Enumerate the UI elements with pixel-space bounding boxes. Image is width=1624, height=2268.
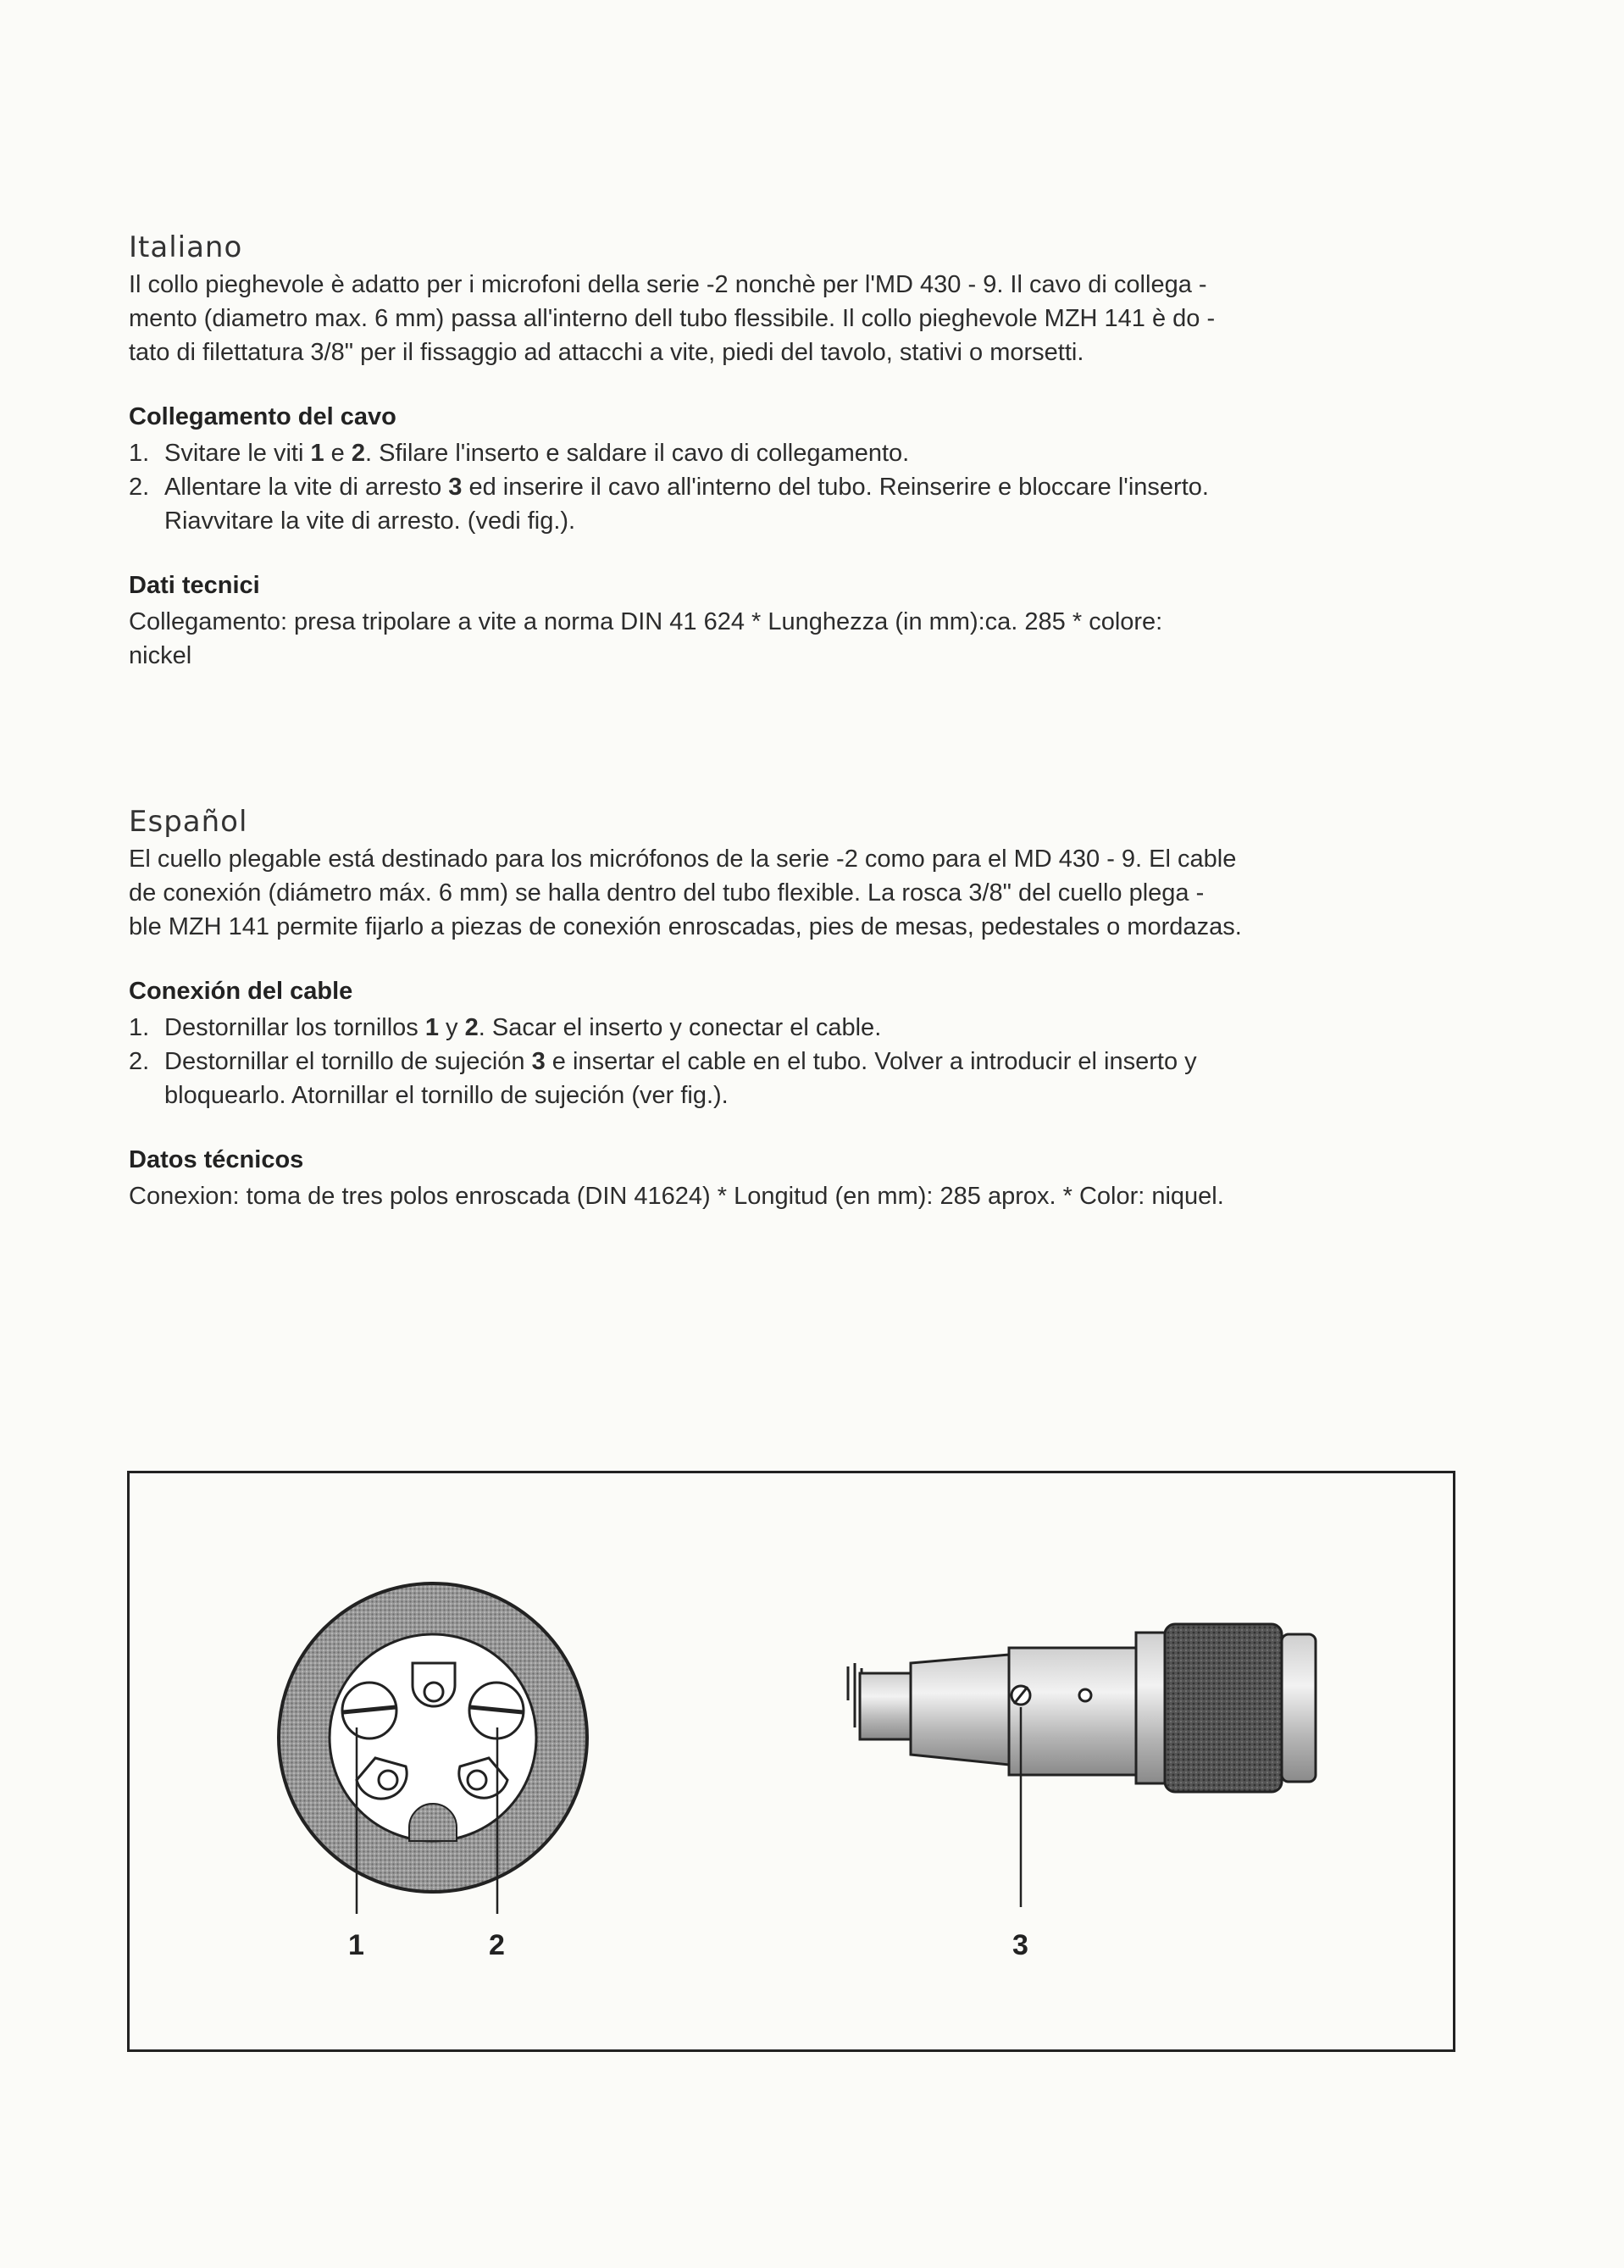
step-item [129,1011,1484,1045]
contact-pin-icon [413,1663,455,1706]
screw-ref: 2 [351,440,365,467]
step-text: e insertar el cable en el tubo. Volver a introducir el inserto y [545,1048,1197,1075]
step-text: Destornillar el tornillo de sujeción [164,1048,532,1075]
callout-label-2: 2 [489,1929,505,1961]
step-text: . Sacar el inserto y conectar el cable. [478,1014,882,1041]
section-espanol [129,805,1484,1213]
subheading-tech: Dati tecnici [129,572,260,599]
step-text: . Sfilare l'inserto e saldare il cavo di collegamento. [364,440,910,467]
step-number: 2. [129,474,150,501]
step-item [129,1045,1484,1112]
subheading-cable: Collegamento del cavo [129,403,396,430]
intro-line: tato di filettatura 3/8" per il fissaggio ad attacchi a vite, piedi del tavolo, stativi o morsetti. [129,339,1084,366]
callout-label-1: 1 [348,1929,364,1961]
section-heading: Italiano [129,230,243,264]
step-text: Destornillar los tornillos [164,1014,425,1041]
section-italiano [129,230,1484,673]
tech-line: Collegamento: presa tripolare a vite a norma DIN 41 624 * Lunghezza (in mm):ca. 285 * colore: [129,608,1163,635]
step-text: Allentare la vite di arresto [164,474,449,501]
step-number: 1. [129,440,150,467]
intro-line: mento (diametro max. 6 mm) passa all'interno dell tubo flessibile. Il collo pieghevole MZH 141 è do - [129,305,1216,332]
step-text: Svitare le viti [164,440,311,467]
callout-label-3: 3 [1012,1929,1028,1961]
step-item [129,470,1484,538]
screw-ref: 3 [448,474,463,501]
socket-face-drawing [279,1583,587,1961]
step-item [129,436,1484,470]
figure-frame [127,1471,1455,2052]
step-number: 1. [129,1014,150,1041]
subheading-tech: Datos técnicos [129,1146,304,1173]
intro-line: Il collo pieghevole è adatto per i microfoni della serie -2 nonchè per l'MD 430 - 9. Il cavo di collega - [129,271,1207,298]
subheading-cable: Conexión del cable [129,978,353,1005]
steps-list [129,436,1484,538]
screw-ref: 1 [310,440,324,467]
intro-line: de conexión (diámetro máx. 6 mm) se halla dentro del tubo flexible. La rosca 3/8" del cuello plega - [129,879,1205,907]
step-text: e [324,440,352,467]
step-number: 2. [129,1048,150,1075]
step-text: ed inserire il cavo all'interno del tubo. Reinserire e bloccare l'inserto. [462,474,1209,501]
rivet-icon [1079,1689,1091,1701]
step-text: y [438,1014,465,1041]
step-text: Riavvitare la vite di arresto. (vedi fig.). [164,507,576,535]
screw-ref: 2 [464,1014,479,1041]
tech-line: Conexion: toma de tres polos enroscada (DIN 41624) * Longitud (en mm): 285 aprox. * Color: niquel. [129,1183,1224,1210]
intro-line: ble MZH 141 permite fijarlo a piezas de conexión enroscadas, pies de mesas, pedestales o mordazas. [129,913,1242,940]
screw-ref: 1 [424,1014,439,1041]
step-text: bloquearlo. Atornillar el tornillo de sujeción (ver fig.). [164,1082,729,1109]
steps-list [129,1011,1484,1112]
lock-screw-3-icon [1012,1686,1030,1705]
screw-ref: 3 [531,1048,546,1075]
screw-1-icon [342,1683,396,1738]
connector-figure [130,1473,1458,2055]
intro-line: El cuello plegable está destinado para los micrófonos de la serie -2 como para el MD 430 - 9. El cable [129,846,1237,873]
section-heading: Español [129,805,248,839]
connector-side-drawing [848,1624,1316,1961]
tech-line: nickel [129,642,192,669]
